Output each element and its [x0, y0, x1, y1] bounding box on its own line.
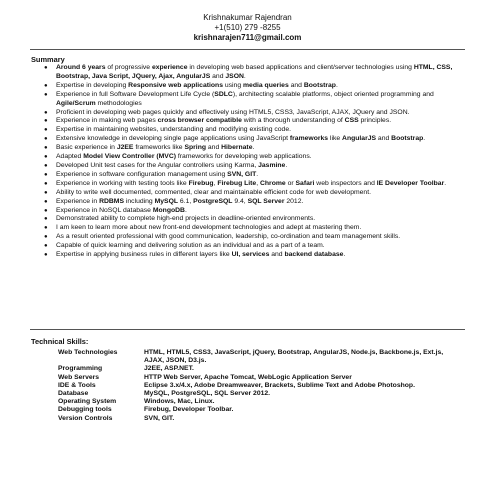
summary-text-segment: Capable of quick learning and delivering solution as an individual and as a part of a team. [56, 242, 325, 250]
summary-text-segment: MongoDB [152, 206, 185, 214]
skills-row [58, 349, 458, 365]
skill-values: Eclipse 3.x/4.x, Adobe Dreamweaver, Brackets, Sublime Text and Adobe Photoshop. [144, 381, 415, 389]
summary-text-segment: Expertise in developing [56, 81, 129, 89]
summary-item [42, 109, 460, 118]
summary-text-segment: . [243, 72, 246, 80]
summary-text-segment: Spring [184, 144, 206, 152]
skill-category: Web Servers [58, 373, 100, 381]
skills-row [58, 390, 458, 398]
summary-text-segment: principles. [358, 117, 392, 125]
summary-text-segment: Chrome [260, 179, 286, 187]
summary-text-segment: UI, services [231, 251, 270, 259]
summary-list [42, 64, 460, 260]
summary-text-segment: Jasmine [258, 161, 286, 169]
bullet-icon: ● [44, 145, 48, 152]
summary-text-segment: in developing web based applications and client/server technologies using [187, 64, 414, 71]
summary-text-segment: Experience in NoSQL database [56, 206, 153, 214]
summary-text-segment: J2EE [116, 144, 134, 152]
summary-text-segment: Developed Unit test cases for the Angular controllers using Karma, [56, 161, 259, 169]
summary-text-segment: like [328, 135, 343, 143]
summary-text-segment: . [423, 135, 426, 143]
bullet-icon: ● [44, 136, 48, 143]
summary-text-segment: Adapted [56, 153, 84, 161]
skill-category: Operating System [58, 398, 117, 406]
summary-text-segment: with a thorough understanding of [241, 117, 345, 125]
summary-text-segment: of progressive [105, 64, 152, 71]
summary-text-segment: . [444, 179, 447, 187]
skills-row [58, 374, 458, 382]
summary-text-segment: Ability to write well documented, commented, clear and maintainable efficient code for web development. [56, 188, 371, 196]
summary-text-segment: SVN, GIT [227, 170, 257, 178]
summary-text-segment: . [343, 251, 346, 259]
summary-text-segment: Bootstrap [303, 81, 336, 89]
summary-text-segment: and [206, 144, 222, 152]
summary-item [42, 64, 460, 82]
summary-text-segment: media queries [243, 81, 289, 89]
summary-text-segment: PostgreSQL [193, 197, 233, 205]
summary-text-segment: Experience in software configuration management using [56, 170, 228, 178]
summary-item [42, 82, 460, 91]
bullet-icon: ● [44, 91, 48, 98]
summary-text-segment: cross browser compatible [157, 117, 242, 125]
summary-text-segment: methodologies [95, 99, 142, 107]
summary-text-segment: and [210, 72, 226, 80]
bullet-icon: ● [44, 189, 48, 196]
summary-item [42, 207, 460, 216]
summary-text-segment: . [335, 81, 338, 89]
skill-category: Database [58, 390, 89, 398]
skill-values: Firebug, Developer Toolbar. [144, 406, 234, 414]
bullet-icon: ● [44, 180, 48, 187]
summary-text-segment: Extensive knowledge in developing single page applications using JavaScript [56, 135, 290, 143]
summary-text-segment: Responsive web applications [128, 81, 223, 89]
bullet-icon: ● [44, 234, 48, 241]
summary-text-segment: IE Developer Toolbar [376, 179, 445, 187]
summary-text-segment: Experience in making web pages [56, 117, 158, 125]
summary-text-segment: web inspectors and [314, 179, 377, 187]
summary-text-segment: 2012. [284, 197, 304, 205]
summary-item [42, 153, 460, 162]
header-divider [30, 49, 465, 50]
summary-text-segment: , [256, 179, 260, 187]
bullet-icon: ● [44, 171, 48, 178]
summary-item [42, 180, 460, 189]
summary-item [42, 162, 460, 171]
bullet-icon: ● [44, 216, 48, 223]
skill-category: Programming [58, 365, 103, 373]
bullet-icon: ● [44, 154, 48, 161]
summary-text-segment: Experience in working with testing tools like [56, 179, 189, 187]
summary-item [42, 91, 460, 109]
summary-text-segment: Basic experience in [56, 144, 117, 152]
summary-text-segment: Proficient in developing web pages quickly and effectively using HTML5, CSS3, JavaScript, AJAX, JQuery and JSON. [56, 108, 410, 116]
skills-row [58, 382, 458, 390]
summary-text-segment: Demonstrated ability to complete high-end projects in deadline-oriented environments. [56, 215, 316, 223]
summary-item [42, 242, 460, 251]
skill-values: Windows, Mac, Linux. [144, 398, 215, 406]
summary-item [42, 224, 460, 233]
summary-text-segment: and [269, 251, 285, 259]
summary-text-segment: Agile/Scrum [56, 99, 96, 107]
summary-text-segment: MySQL [154, 197, 179, 205]
bullet-icon: ● [44, 252, 48, 259]
skill-values: HTTP Web Server, Apache Tomcat, WebLogic Application Server [144, 373, 352, 381]
summary-text-segment: using [222, 81, 244, 89]
summary-text-segment: . [256, 170, 259, 178]
skill-category: Web Technologies [58, 349, 118, 356]
summary-text-segment: or [285, 179, 296, 187]
summary-item [42, 198, 460, 207]
summary-text-segment: Hibernate [221, 144, 253, 152]
summary-text-segment: Model View Controller (MVC) [83, 153, 176, 161]
bullet-icon: ● [44, 225, 48, 232]
summary-text-segment: AngularJS [342, 135, 377, 143]
bullet-icon: ● [44, 162, 48, 169]
summary-text-segment: Firebug [188, 179, 214, 187]
summary-text-segment: frameworks like [133, 144, 185, 152]
summary-text-segment: . [184, 206, 187, 214]
summary-text-segment: Around 6 years [56, 64, 106, 71]
summary-text-segment: Experience in [56, 197, 100, 205]
summary-text-segment: backend database [284, 251, 344, 259]
candidate-name: Krishnakumar Rajendran [203, 13, 292, 22]
summary-text-segment: . [285, 161, 288, 169]
technical-skills-table [58, 349, 458, 423]
summary-text-segment: 6.1, [178, 197, 194, 205]
skill-category: Version Controls [58, 414, 113, 422]
summary-text-segment: frameworks [289, 135, 329, 143]
summary-item [42, 251, 460, 260]
summary-text-segment: I am keen to learn more about new front-end development technologies and adept at mastering them. [56, 224, 362, 232]
summary-item [42, 144, 460, 153]
summary-item [42, 126, 460, 135]
summary-text-segment: ), architecting scalable platforms, object oriented programming and [232, 90, 434, 98]
summary-text-segment: RDBMS [99, 197, 124, 205]
resume-header [0, 13, 495, 43]
skills-row [58, 415, 458, 423]
skill-values: J2EE, ASP.NET. [144, 365, 194, 373]
bullet-icon: ● [44, 207, 48, 214]
summary-text-segment: Expertise in maintaining websites, understanding and modifying existing code. [56, 126, 292, 134]
summary-text-segment: experience [151, 64, 188, 71]
skill-category: IDE & Tools [58, 381, 96, 389]
summary-text-segment: Bootstrap [391, 135, 424, 143]
summary-text-segment: HTML, CSS, Bootstrap, Java Script, JQuery, Ajax, AngularJS [56, 64, 453, 80]
summary-text-segment: 9.4, [232, 197, 248, 205]
bullet-icon: ● [44, 65, 48, 71]
summary-text-segment: Safari [295, 179, 315, 187]
candidate-email[interactable]: krishnarajen711@gmail.com [193, 33, 302, 42]
skill-category: Debugging tools [58, 406, 112, 414]
summary-text-segment: CSS [344, 117, 359, 125]
skill-values: MySQL, PostgreSQL, SQL Server 2012. [144, 390, 271, 398]
summary-item [42, 233, 460, 242]
summary-text-segment: and [376, 135, 392, 143]
summary-text-segment: . [252, 144, 255, 152]
candidate-phone: +1(510) 279 -8255 [214, 23, 281, 32]
summary-divider [30, 329, 465, 330]
bullet-icon: ● [44, 118, 48, 125]
skills-row [58, 406, 458, 414]
summary-item [42, 215, 460, 224]
summary-text-segment: Expertise in applying business rules in different layers like [56, 251, 232, 259]
summary-item [42, 135, 460, 144]
summary-text-segment: including [124, 197, 155, 205]
bullet-icon: ● [44, 198, 48, 205]
summary-title: Summary [31, 55, 65, 64]
summary-item [42, 117, 460, 126]
summary-text-segment: As a result oriented professional with good communication, leadership, co-ordination and team management skills. [56, 233, 401, 241]
summary-text-segment: , [213, 179, 218, 187]
skill-values: HTML, HTML5, CSS3, JavaScript, jQuery, Bootstrap, AngularJS, Node.js, Backbone.js, Ext.js, AJAX, JSON, D3.js. [144, 349, 444, 365]
summary-text-segment: Experience in full Software Development Life Cycle ( [56, 90, 215, 98]
summary-text-segment: JSON [225, 72, 244, 80]
summary-text-segment: frameworks for developing web applications. [176, 153, 312, 161]
skills-row [58, 365, 458, 373]
summary-item [42, 171, 460, 180]
bullet-icon: ● [44, 243, 48, 250]
summary-text-segment: and [288, 81, 304, 89]
summary-item [42, 189, 460, 198]
summary-text-segment: Firebug Lite [217, 179, 257, 187]
skill-values: SVN, GIT. [144, 414, 175, 422]
bullet-icon: ● [44, 127, 48, 134]
skills-row [58, 398, 458, 406]
bullet-icon: ● [44, 82, 48, 89]
summary-text-segment: SDLC [214, 90, 233, 98]
technical-skills-title: Technical Skills: [31, 337, 89, 346]
summary-text-segment: SQL Server [247, 197, 285, 205]
bullet-icon: ● [44, 109, 48, 116]
